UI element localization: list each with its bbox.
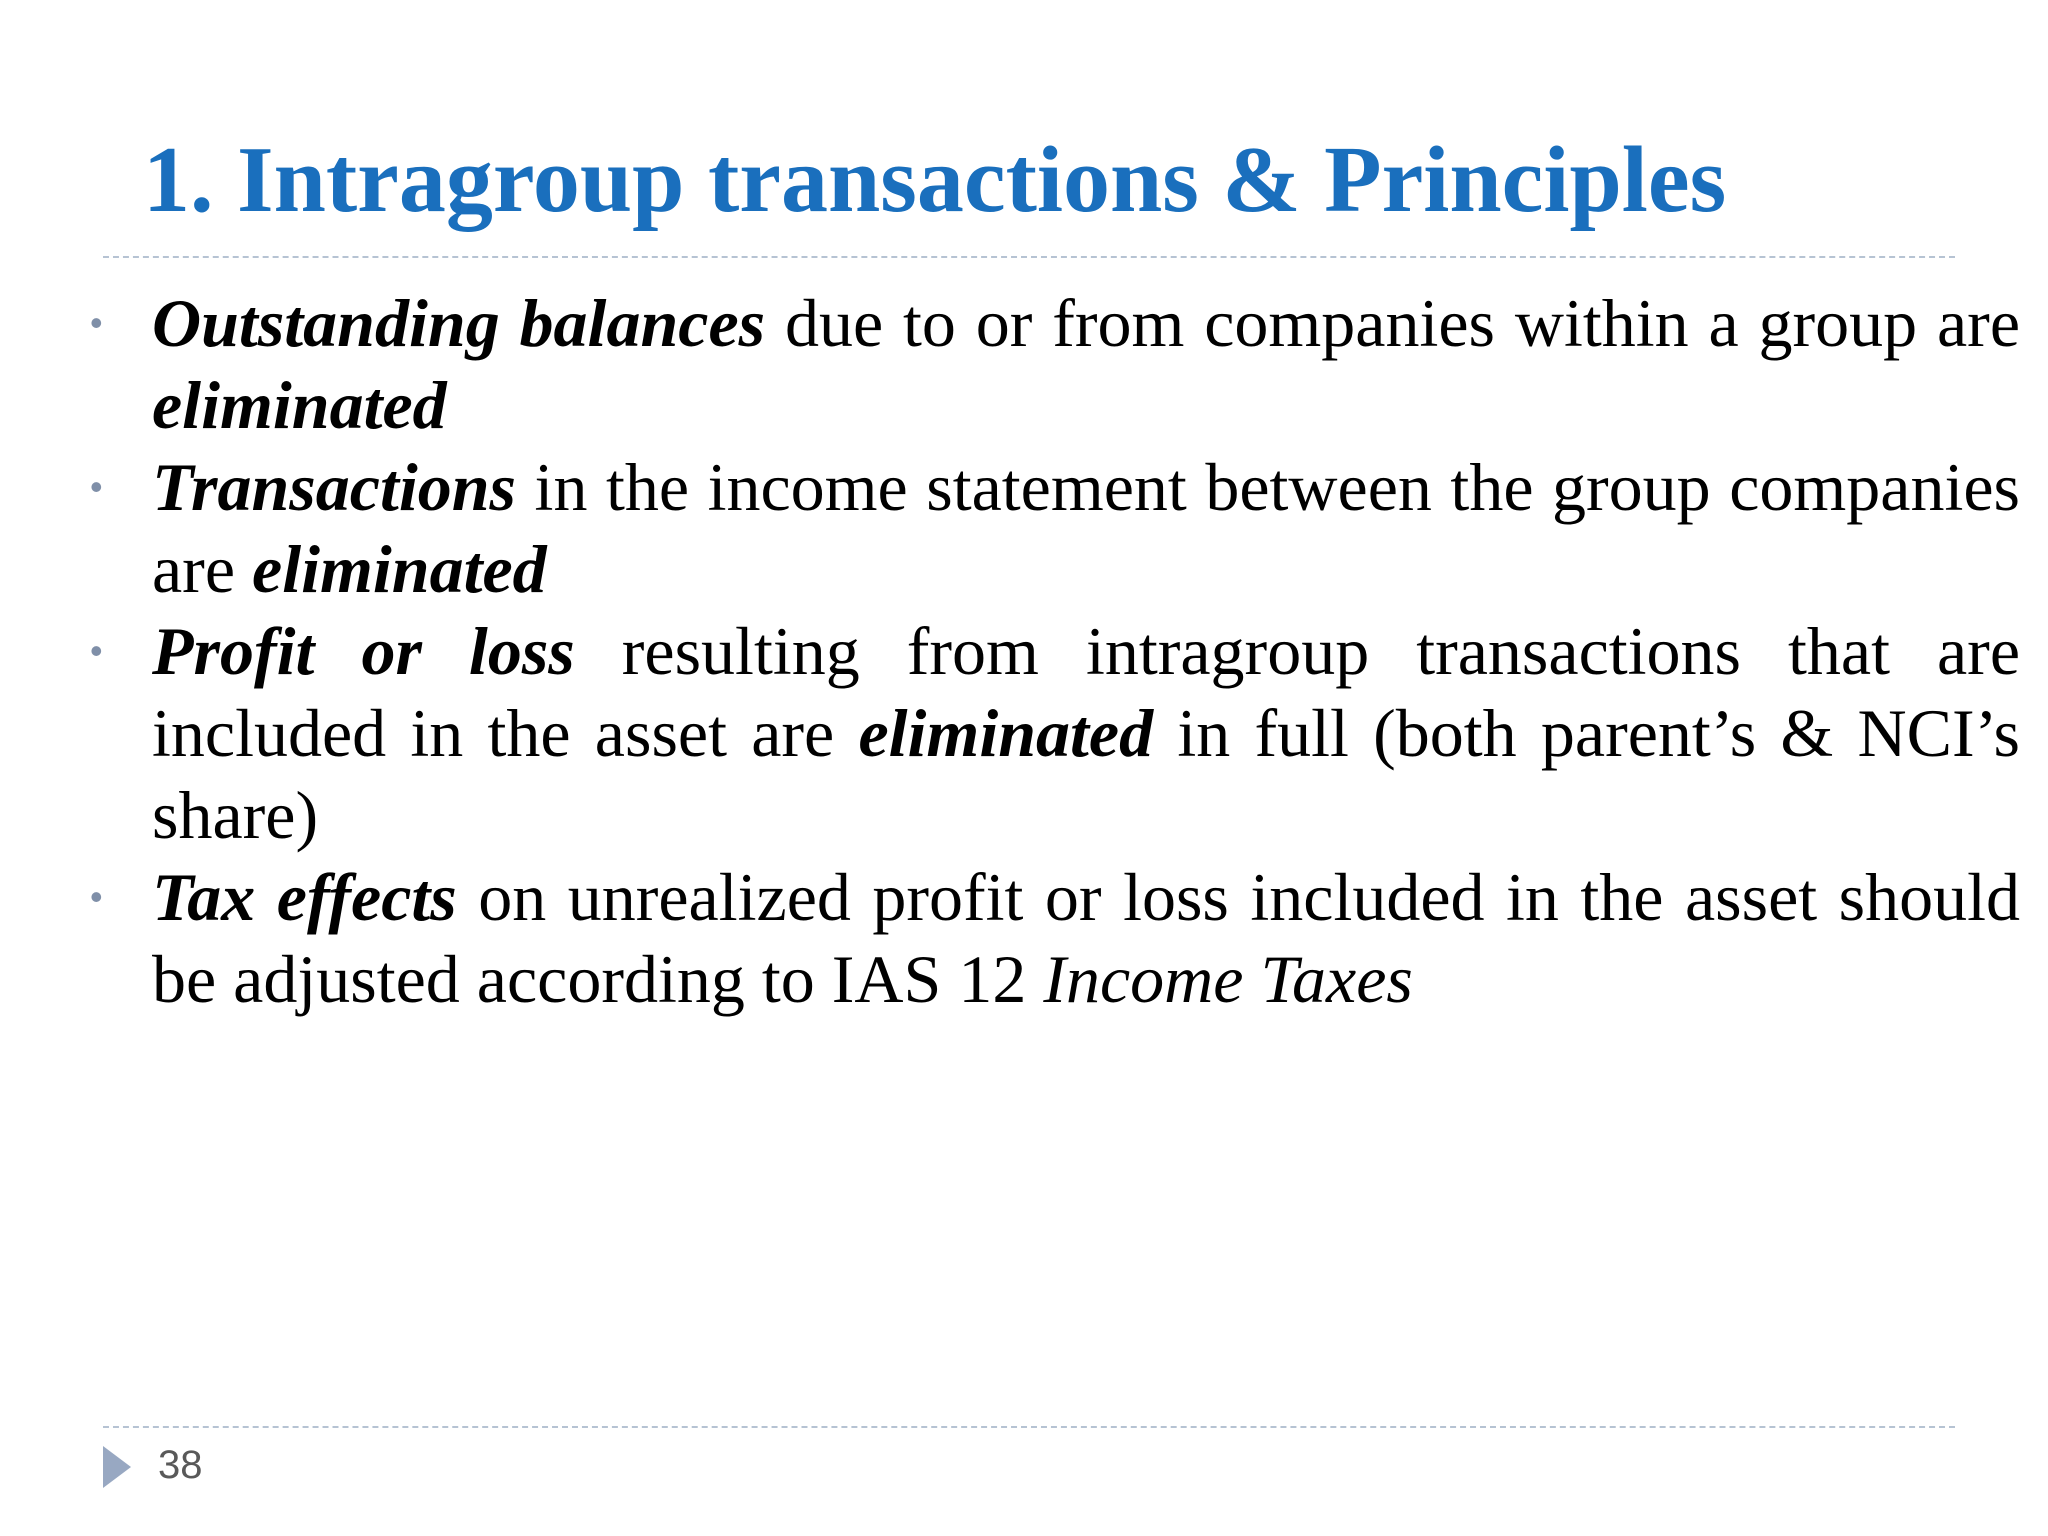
bullet-dot-icon: •	[90, 466, 103, 507]
bullet-dot-icon: •	[90, 630, 103, 671]
bullet-dot-icon: •	[90, 302, 103, 343]
bullet-text: in the income statement between the group companies are	[152, 449, 2020, 607]
bullet-term: Profit or loss	[152, 613, 575, 689]
bullet-term: Outstanding balances	[152, 285, 766, 361]
slide-title: 1. Intragroup transactions & Principles	[143, 128, 1727, 232]
bullet-term: Tax effects	[152, 859, 457, 935]
bullet-emphasis: eliminated	[858, 695, 1154, 771]
bullet-text: on unrealized profit or loss included in the asset should be adjusted according to IAS 12	[152, 859, 2020, 1017]
bullet-emphasis: eliminated	[252, 531, 547, 607]
footer-divider	[103, 1426, 1955, 1428]
bullet-term: Transactions	[152, 449, 517, 525]
play-triangle-icon	[103, 1446, 131, 1488]
bullet-text: resulting from intragroup transactions that are included in the asset are	[152, 613, 2021, 771]
bullet-text: due to or from companies within a group are	[765, 285, 2020, 361]
bullet-item-profit-or-loss	[90, 610, 2021, 856]
page-number: 38	[158, 1443, 203, 1487]
bullet-list	[90, 282, 2021, 1020]
bullet-dot-icon: •	[90, 876, 103, 917]
title-divider	[103, 256, 1955, 258]
bullet-emphasis: Income Taxes	[1043, 941, 1413, 1017]
bullet-emphasis: eliminated	[152, 367, 447, 443]
bullet-item-outstanding-balances	[90, 282, 2020, 446]
bullet-item-transactions	[90, 446, 2020, 610]
bullet-text-tail: in full (both parent’s & NCI’s share)	[152, 695, 2020, 853]
bullet-item-tax-effects	[90, 856, 2020, 1020]
